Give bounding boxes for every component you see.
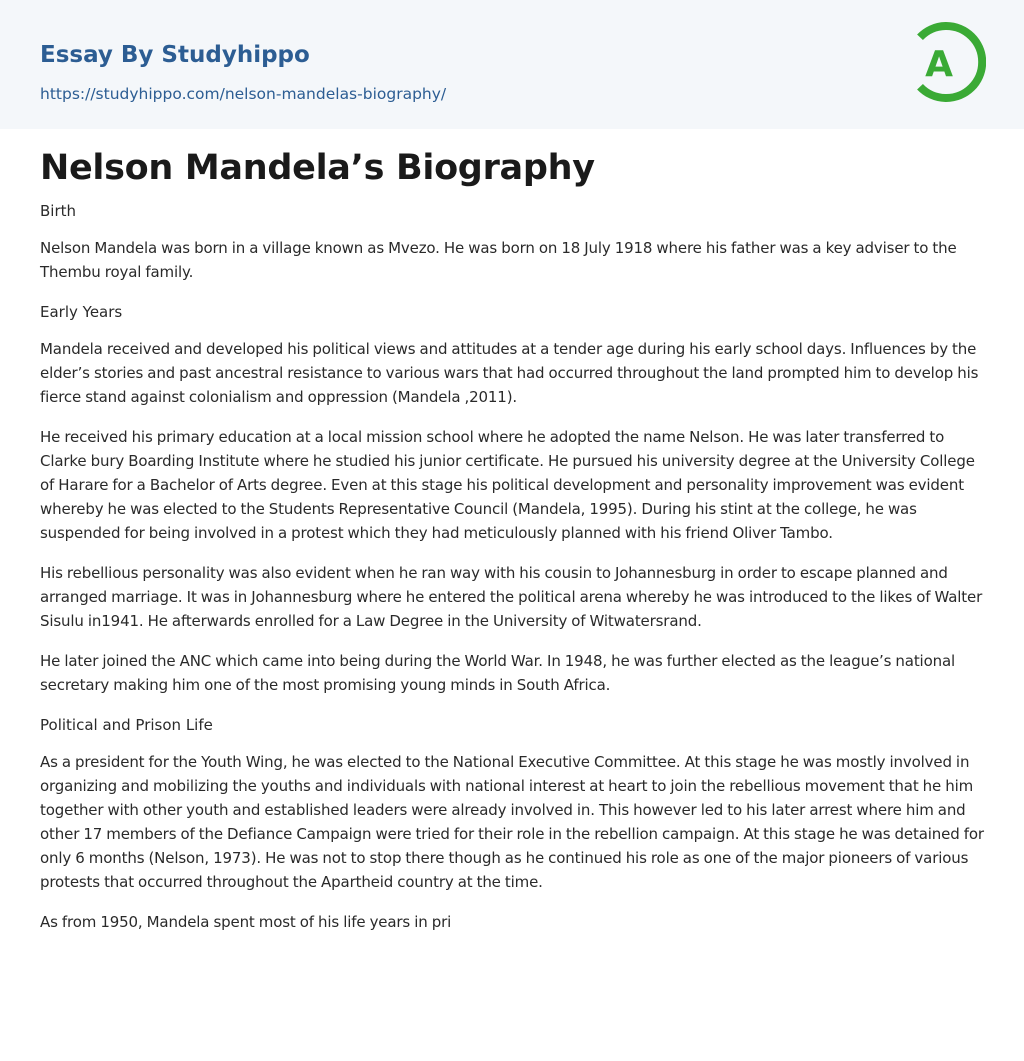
article-title: Nelson Mandela’s Biography: [40, 148, 595, 188]
article: [40, 145, 984, 950]
page-header: [0, 0, 1024, 129]
paragraph: Mandela received and developed his political views and attitudes at a tender age during his early school days. Influences by the elder’s stories and past ancestral resistance to various wars that had occurred throughout the land prompted him to develop his fierce stand against colonialism and oppression (Mandela ,2011).: [40, 340, 979, 406]
paragraph: Nelson Mandela was born in a village known as Mvezo. He was born on 18 July 1918 where his father was a key adviser to the Thembu royal family.: [40, 239, 957, 281]
studyhippo-logo-icon: [912, 19, 986, 105]
paragraph: He received his primary education at a local mission school where he adopted the name Nelson. He was later transferred to Clarke bury Boarding Institute where he studied his junior certificate. He pursued his university degree at the University College of Harare for a Bachelor of Arts degree. Even at this stage his political development and personality improvement was evident whereby he was elected to the Students Representative Council (Mandela, 1995). During his stint at the college, he was suspended for being involved in a protest which they had meticulously planned with his friend Oliver Tambo.: [40, 428, 975, 542]
paragraph: His rebellious personality was also evident when he ran way with his cousin to Johannesburg in order to escape planned and arranged marriage. It was in Johannesburg where he entered the political arena whereby he was introduced to the likes of Walter Sisulu in1941. He afterwards enrolled for a Law Degree in the University of Witwatersrand.: [40, 564, 983, 630]
section-heading: Early Years: [40, 303, 123, 321]
essay-url-link[interactable]: https://studyhippo.com/nelson-mandelas-biography/: [40, 85, 447, 103]
section-heading: Political and Prison Life: [40, 716, 213, 734]
paragraph: As a president for the Youth Wing, he was elected to the National Executive Committee. At this stage he was mostly involved in organizing and mobilizing the youths and individuals with national interest at heart to join the rebellious movement that he him together with other youth and established leaders were already involved in. This however led to his later arrest where him and other 17 members of the Defiance Campaign were tried for their role in the rebellion campaign. At this stage he was detained for only 6 months (Nelson, 1973). He was not to stop there though as he continued his role as one of the major pioneers of various protests that occurred throughout the Apartheid country at the time.: [40, 753, 984, 891]
logo-letter: A: [925, 44, 953, 85]
paragraph: He later joined the ANC which came into being during the World War. In 1948, he was further elected as the league’s national secretary making him one of the most promising young minds in South Africa.: [40, 652, 956, 694]
site-brand: Essay By Studyhippo: [40, 42, 310, 68]
paragraph: As from 1950, Mandela spent most of his life years in pri: [40, 913, 452, 931]
section-heading: Birth: [40, 202, 77, 220]
